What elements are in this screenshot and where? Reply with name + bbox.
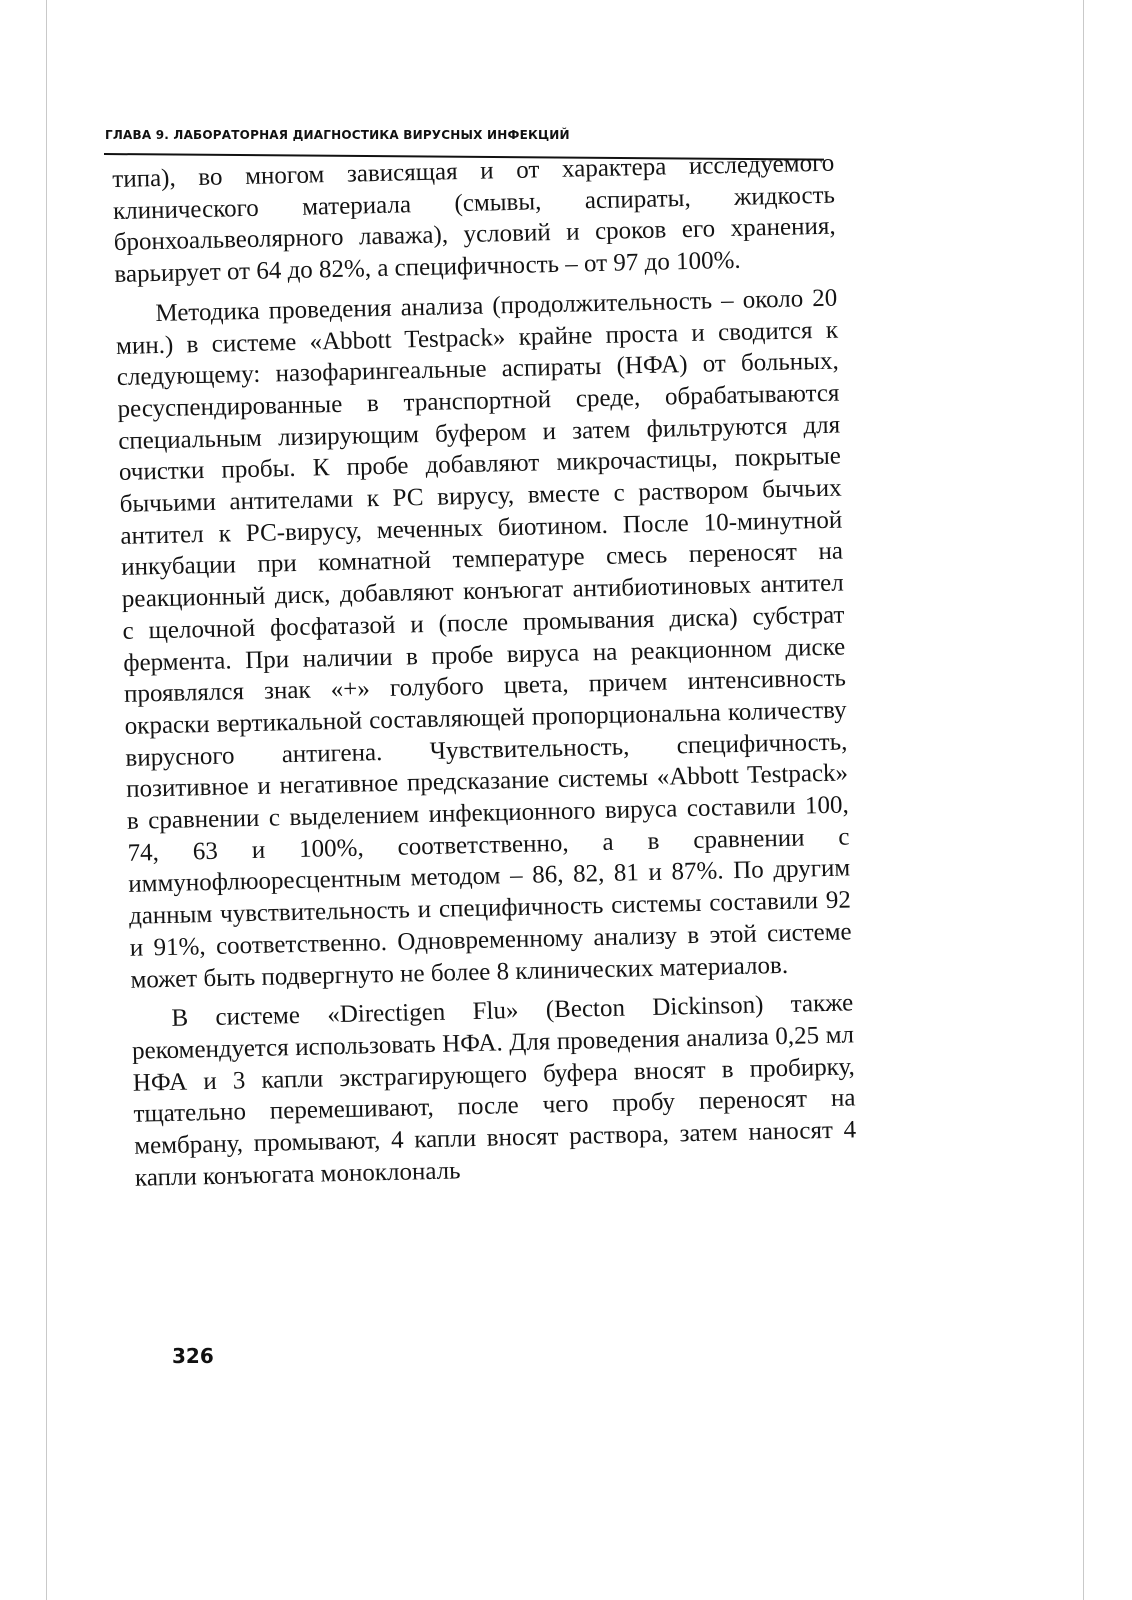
paragraph-3: В системе «Directigen Flu» (Becton Dickinson) также рекомендуется использовать НФА. Для проведения анализа 0,25 мл НФА и 3 капли экстрагирующего буфера вносят в пробирку, тщательно перемешивают, после чего пробу переносят на мембрану, промывают, 4 капли вносят раствора, затем наносят 4 капли конъюгата моноклональ xyxy=(131,989,857,1192)
paragraph-1: типа), во многом зависящая и от характера исследуемого клинического материала (смывы, аспираты, жидкость бронхоальвеолярного лаважа), условий и сроков его хранения, варьирует от 64 до 82%, а специфичность – от 97 до 100%. xyxy=(112,149,836,289)
paragraph-2: Методика проведения анализа (продолжительность – около 20 мин.) в системе «Abbott Testpack» крайне проста и сводится к следующему: назофарингеальные аспираты (НФА) от больных, ресуспендированные в транспортной среде, обрабатываются специальным лизирующим буфером и затем фильтруются для очистки пробы. К пробе добавляют микрочастицы, покрытые бычьими антителами к РС вирусу, вместе с раствором бычьих антител к РС-вирусу, меченных биотином. После 10-минутной инкубации при комнатной температуре смесь переносят на реакционный диск, добавляют конъюгат антибиотиновых антител с щелочной фосфатазой и (после промывания диска) субстрат фермента. При наличии в пробе вируса на реакционном диске проявлялся знак «+» голубого цвета, причем интенсивность окраски вертикальной составляющей пропорциональна количеству вирусного антигена. Чувствительность, специфичность, позитивное и негативное предсказание системы «Abbott Testpack» в сравнении с выделением инфекционного вируса составили 100, 74, 63 и 100%, соответственно, а в сравнении с иммунофлюоресцентным методом – 86, 82, 81 и 87%. По другим данным чувствительность и специфичность системы составили 92 и 91%, соответственно. Одновременному анализу в этой системе может быть подвергнуто не более 8 клинических материалов. xyxy=(115,284,852,994)
page-number: 326 xyxy=(172,1344,214,1368)
body-text xyxy=(112,148,857,1195)
running-head: ГЛАВА 9. ЛАБОРАТОРНАЯ ДИАГНОСТИКА ВИРУСНЫХ ИНФЕКЦИЙ xyxy=(105,128,570,142)
